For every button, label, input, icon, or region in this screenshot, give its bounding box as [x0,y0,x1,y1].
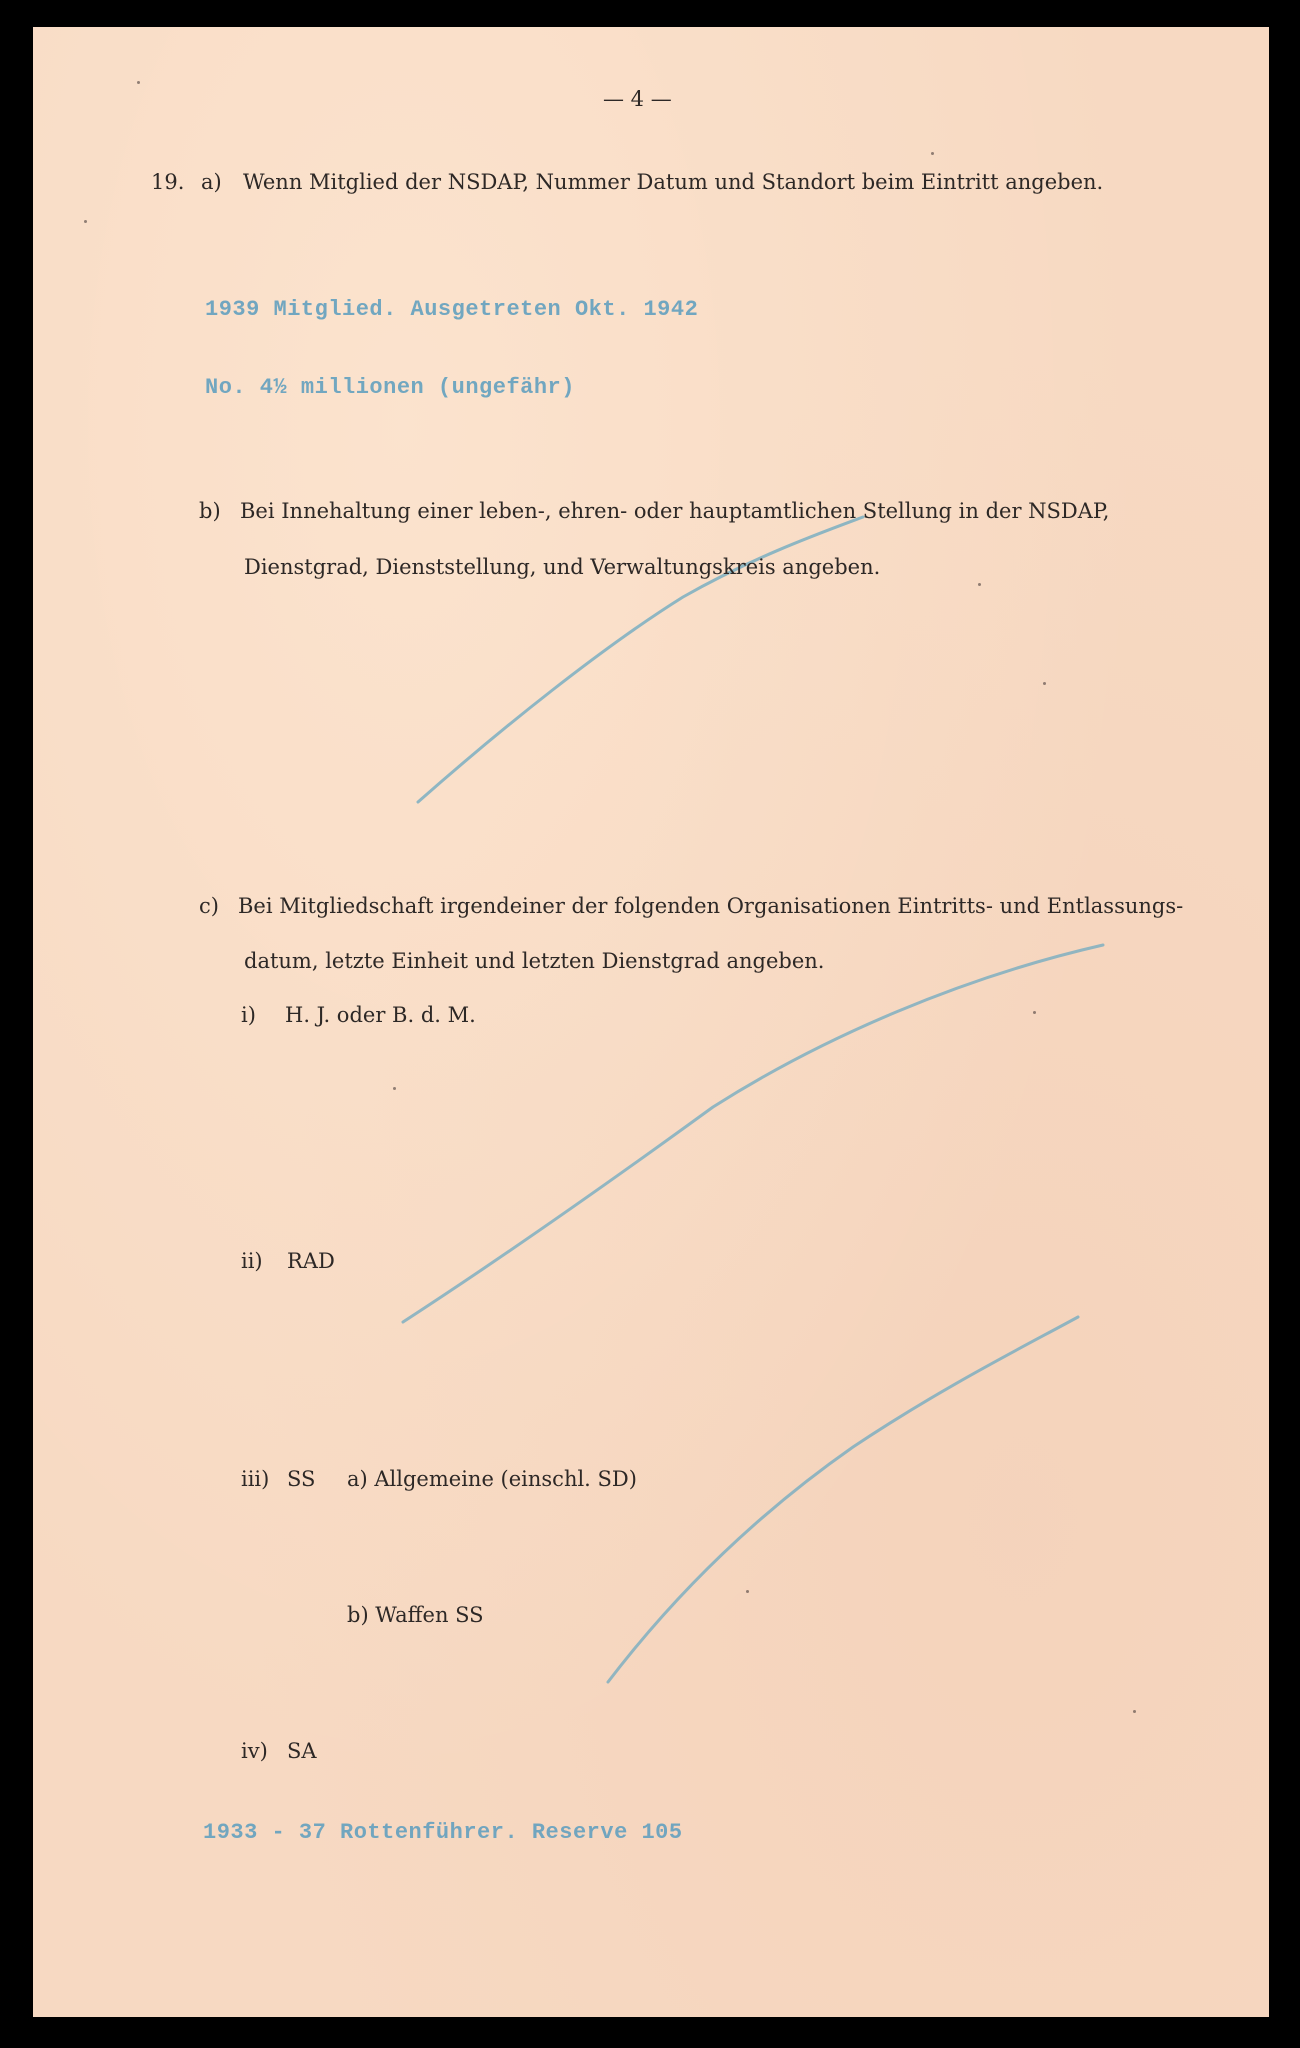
paper-speck [978,583,981,586]
question-b-text-line2: Dienstgrad, Dienststellung, und Verwaltungskreis angeben. [244,555,881,579]
question-a-marker: a) [201,170,222,194]
question-c-marker: c) [199,894,219,918]
question-number: 19. [151,170,185,194]
paper-speck [931,152,934,155]
item-rad-label: RAD [287,1249,335,1273]
item-hj-label: H. J. oder B. d. M. [285,1003,476,1027]
item-sa-label: SA [287,1739,317,1763]
paper-speck [1133,1710,1136,1713]
paper-speck [746,1590,749,1593]
item-ss-marker: iii) [241,1467,270,1491]
page-number: — 4 — [603,87,672,111]
item-rad-marker: ii) [241,1249,263,1273]
answer-sa: 1933 - 37 Rottenführer. Reserve 105 [203,1820,683,1845]
cross-out-stroke-c-hj-rad [403,945,1103,1322]
answer-a-line1: 1939 Mitglied. Ausgetreten Okt. 1942 [205,297,699,322]
question-b-marker: b) [199,499,221,523]
item-ss-sub-b: b) Waffen SS [347,1603,484,1627]
paper-speck [84,220,87,223]
paper-speck [393,1087,396,1090]
answer-a-line2: No. 4½ millionen (ungefähr) [205,375,575,400]
question-b-text-line1: Bei Innehaltung einer leben-, ehren- oder hauptamtlichen Stellung in der NSDAP, [240,499,1110,523]
pencil-strokes [33,27,1269,2017]
paper-speck [1033,1011,1036,1014]
paper-speck [1043,682,1046,685]
item-ss-sub-a: a) Allgemeine (einschl. SD) [347,1467,637,1491]
cross-out-stroke-c-ss [608,1317,1078,1682]
questionnaire-page [33,27,1269,2017]
paper-speck [137,81,140,84]
question-c-text-line1: Bei Mitgliedschaft irgendeiner der folgenden Organisationen Eintritts- und Entlassungs- [238,894,1184,918]
question-a-text: Wenn Mitglied der NSDAP, Nummer Datum und Standort beim Eintritt angeben. [243,170,1104,194]
item-ss-label: SS [287,1467,316,1491]
item-sa-marker: iv) [241,1739,268,1763]
question-c-text-line2: datum, letzte Einheit und letzten Dienstgrad angeben. [244,949,825,973]
item-hj-marker: i) [241,1003,256,1027]
